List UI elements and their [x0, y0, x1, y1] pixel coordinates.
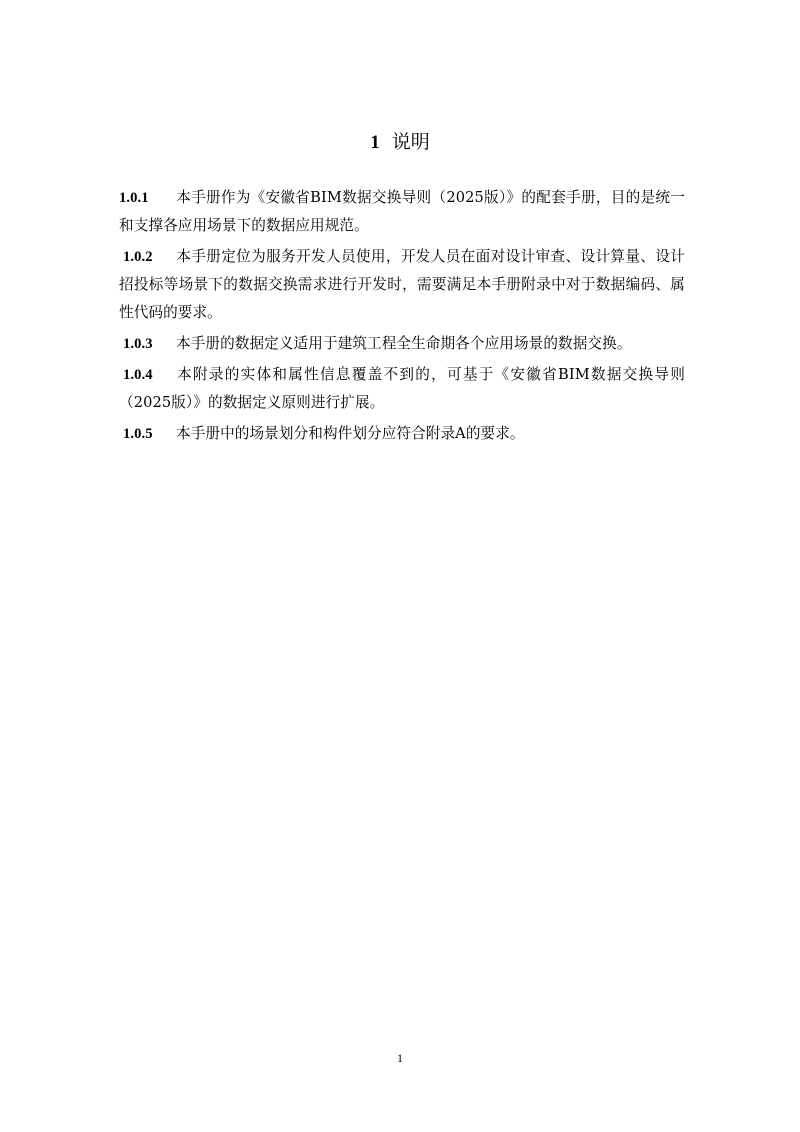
clause-text: 本手册作为《安徽省BIM数据交换导则（2025版）》的配套手册，目的是统一和支撑各应用场景下的数据应用规范。 [119, 189, 685, 234]
chapter-number: 1 [370, 132, 380, 153]
clause-number: 1.0.1 [119, 190, 149, 206]
clause-number: 1.0.3 [123, 336, 153, 352]
clause-1-0-5 [119, 420, 685, 448]
clause-number: 1.0.2 [123, 249, 153, 265]
clause-list [119, 184, 685, 451]
clause-1-0-2 [119, 243, 685, 327]
clause-1-0-1 [119, 184, 685, 240]
clause-number: 1.0.4 [123, 367, 153, 383]
clause-1-0-3 [119, 330, 685, 358]
clause-text: 本手册中的场景划分和构件划分应符合附录A的要求。 [176, 425, 525, 442]
clause-text: 本手册的数据定义适用于建筑工程全生命期各个应用场景的数据交换。 [176, 335, 632, 352]
chapter-title [0, 128, 800, 157]
page-number: 1 [397, 1051, 403, 1065]
chapter-title-text: 说明 [391, 131, 430, 153]
clause-text: 本附录的实体和属性信息覆盖不到的，可基于《安徽省BIM数据交换导则（2025版）》的数据定义原则进行扩展。 [119, 366, 685, 411]
clause-number: 1.0.5 [123, 426, 153, 442]
clause-1-0-4 [119, 361, 685, 417]
clause-text: 本手册定位为服务开发人员使用，开发人员在面对设计审查、设计算量、设计招投标等场景下的数据交换需求进行开发时，需要满足本手册附录中对于数据编码、属性代码的要求。 [119, 248, 685, 321]
